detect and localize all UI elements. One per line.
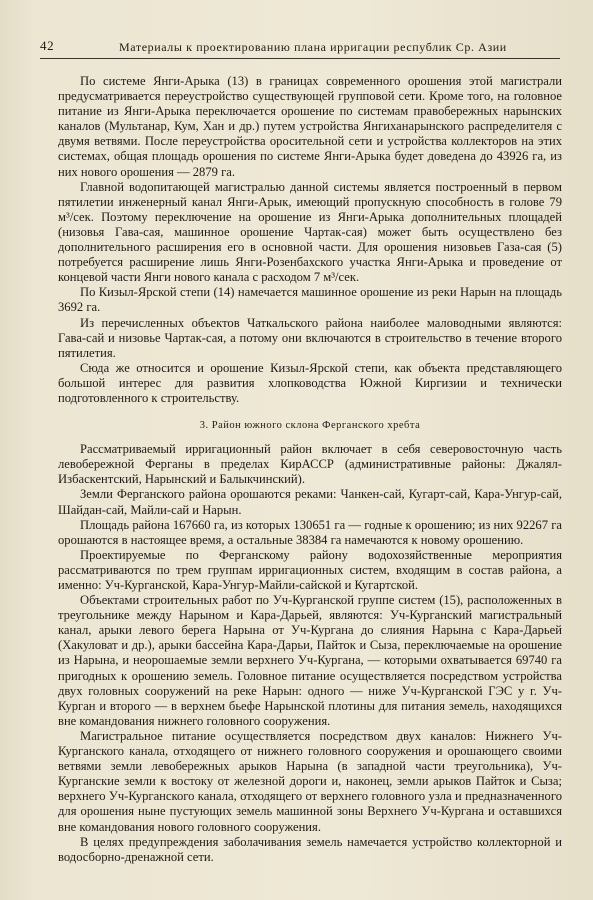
paragraph: Рассматриваемый ирригационный район включает в себя северовосточную часть левобережной Ферганы в пределах КирАССР (административные районы: Джалял-Избаскентский, Нарынский и Балыкчинский). [58, 442, 562, 487]
paragraph: По Кизыл-Ярской степи (14) намечается машинное орошение из реки Нарын на площадь 3692 га. [58, 285, 562, 315]
paragraph: Главной водопитающей магистралью данной системы является построенный в первом пятилетии инженерный канал Янги-Арык, имеющий пропускную способность в голове 79 м³/сек. Поэтому переключение на орошение из Янги-Арыка дополнительных площадей (низовья Гава-сая, машинное орошение Чартак-сая) может быть осуществлено без дополнительного расширения его в основной части. Для орошения низовьев Газа-сая (5) потребуется расширение лишь Янги-Розенбахского участка Янги-Арыка и проведение от концевой части Янги нового канала с расходом 7 м³/сек. [58, 179, 562, 285]
page-number: 42 [40, 38, 55, 53]
running-title: Материалы к проектированию плана ирригации республик Ср. Азии [119, 40, 507, 54]
paragraph: Земли Ферганского района орошаются реками: Чанкен-сай, Кугарт-сай, Кара-Унгур-сай, Шайдан-сай, Майли-сай и Нарын. [58, 487, 562, 517]
paragraph: Проектируемые по Ферганскому району водохозяйственные мероприятия рассматриваются по трем группам ирригационных систем, входящим в состав района, а именно: Уч-Курганской, Кара-Унгур-Майли-сайской и Кугартской. [58, 547, 562, 592]
paragraph: Из перечисленных объектов Чаткальского района наиболее маловодными являются: Гава-сай и низовье Чартак-сая, а потому они включаются в строительство в течение второго пятилетия. [58, 315, 562, 360]
paragraph: Сюда же относится и орошение Кизыл-Ярской степи, как объекта представляющего большой интерес для развития хлопководства Южной Киргизии и технически подготовленного к строительству. [58, 360, 562, 405]
paragraph: Площадь района 167660 га, из которых 130651 га — годные к орошению; из них 92267 га орошаются в настоящее время, а остальные 38384 га намечаются к новому орошению. [58, 517, 562, 547]
paragraph: Объектами строительных работ по Уч-Курганской группе систем (15), расположенных в треугольнике между Нарыном и Кара-Дарьей, являются: Уч-Курганский магистральный канал, арыки левого берега Нарына от Уч-Кургана до слияния Нарына с Кара-Дарьей (Хакуловат и др.), арыки бассейна Кара-Дарьи, Пайток и Сыза, переключаемые на орошение из Нарына, и неорошаемые земли верхнего Уч-Кургана, — которыми охватывается 69740 га пригодных к орошению земель. Головное питание осуществляется посредством устройства двух головных сооружений на реке Нарын: одного — ниже Уч-Курганской ГЭС у г. Уч-Курган и второго — в верхнем бьефе Нарынской плотины для питания земель, находящихся вне командования нижнего головного сооружения. [58, 593, 562, 728]
body-text [58, 74, 562, 865]
header-rule [40, 58, 560, 59]
paragraph: По системе Янги-Арыка (13) в границах современного орошения этой магистрали предусматривается переустройство существующей групповой сети. Кроме того, на головное питание из Янги-Арыка переключается орошение по системам правобережных нарынских каналов (Мультанар, Кум, Хан и др.) путем устройства Янгиханарынского распределителя с двумя ветвями. После переустройства оросительной сети и устройства коллекторов на этих системах, общая площадь орошения по системе Янги-Арыка будет доведена до 43926 га, из них нового орошения — 2879 га. [58, 74, 562, 179]
paragraph: Магистральное питание осуществляется посредством двух каналов: Нижнего Уч-Курганского канала, отходящего от нижнего головного сооружения и орошающего своими ветвями земли левобережных арыков Нарына (в западной части треугольника), Уч-Курганские земли к востоку от железной дороги и, наконец, земли арыков Пайток и Сыза; верхнего Уч-Курганского канала, отходящего от верхнего головного узла и предназначенного для орошения ныне пустующих земель машинной зоны Верхнего Уч-Кургана и оставшихся вне командования нового головного сооружения. [58, 728, 562, 834]
section-heading: 3. Район южного склона Ферганского хребта [199, 420, 421, 432]
paragraph: В целях предупреждения заболачивания земель намечается устройство коллекторной и водосборно-дренажной сети. [58, 834, 562, 864]
